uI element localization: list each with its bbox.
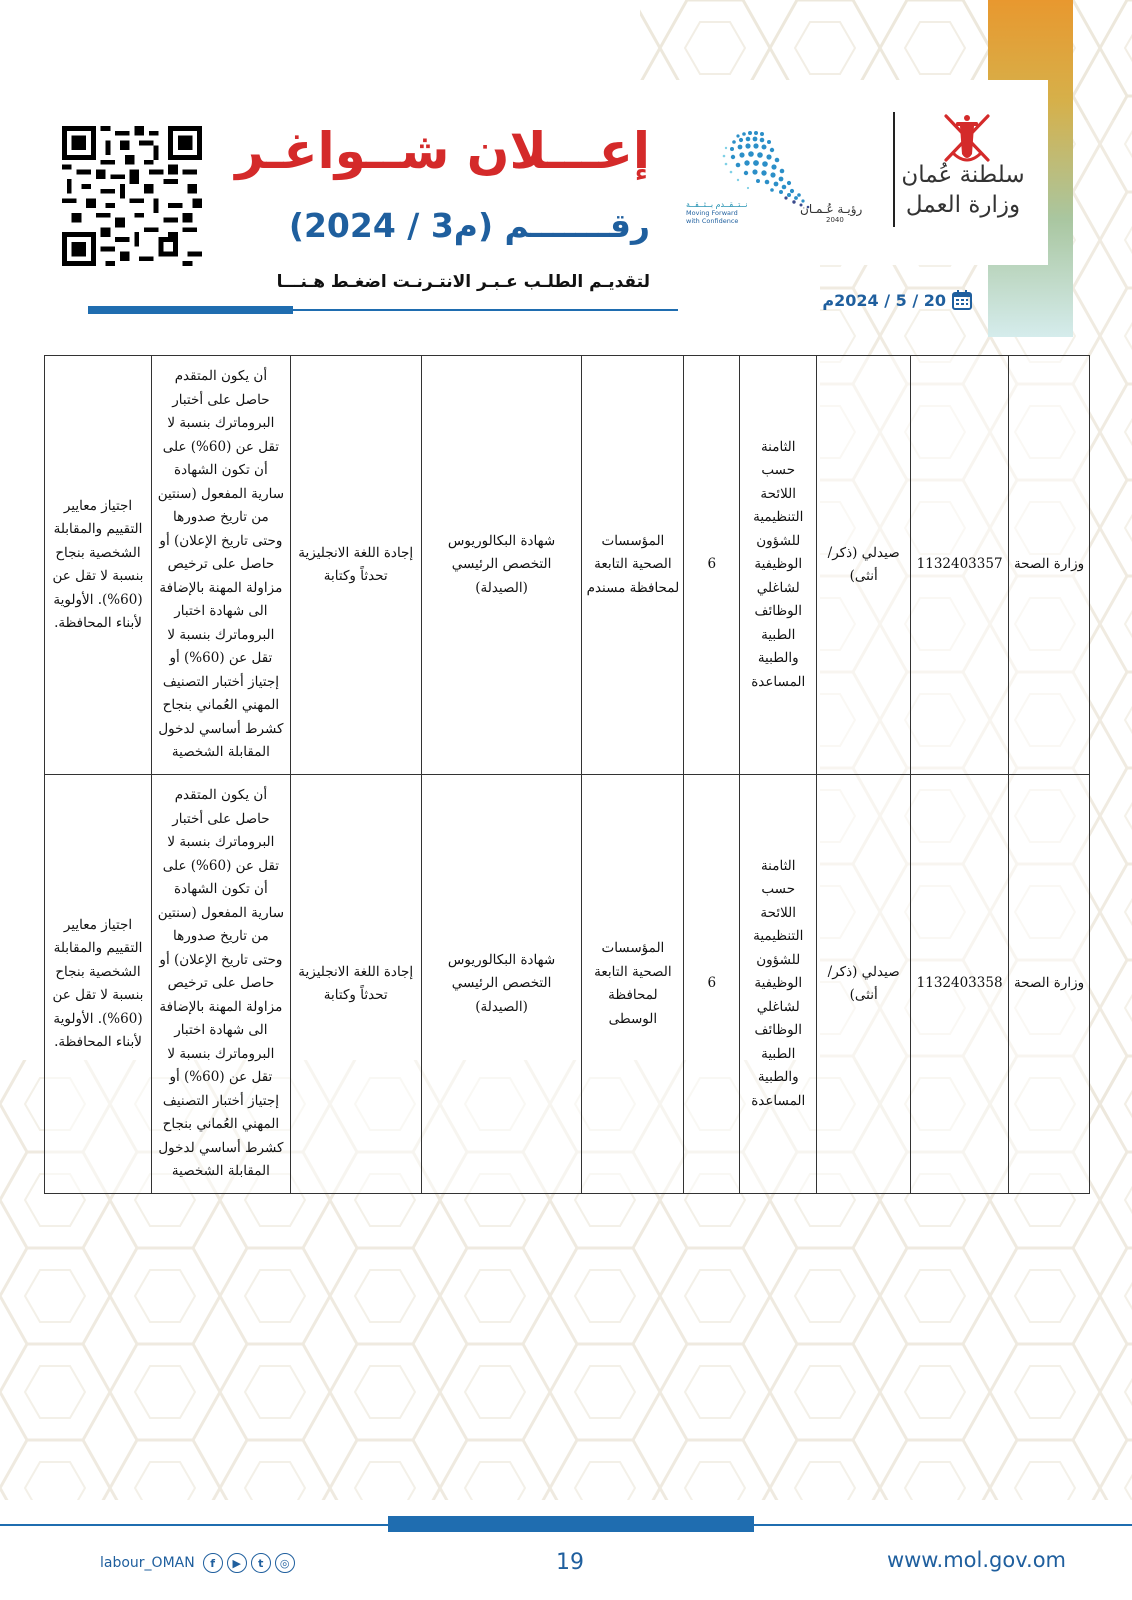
footer-divider-accent <box>388 1516 754 1532</box>
announcement-number: رقـــــــم (م3 / 2024) <box>288 206 650 245</box>
page-title: إعـــلان شــواغـر <box>235 122 650 180</box>
moving-forward-english-1: Moving Forward <box>686 209 738 217</box>
instagram-icon[interactable]: ◎ <box>275 1553 295 1573</box>
qr-code-icon[interactable] <box>62 126 202 266</box>
language-cell: إجادة اللغة الانجليزية تحدثاً وكتابة <box>290 775 421 1194</box>
moving-forward-arabic: نــتــقــدم بــثــقــة <box>686 200 748 209</box>
workplace-cell: المؤسسات الصحية التابعة لمحافظة مسندم <box>582 356 684 775</box>
entity-cell: وزارة الصحة <box>1009 356 1090 775</box>
workplace-cell: المؤسسات الصحية التابعة لمحافظة الوسطى <box>582 775 684 1194</box>
twitter-icon[interactable]: t <box>251 1553 271 1573</box>
facebook-icon[interactable]: f <box>203 1553 223 1573</box>
date-text: 20 / 5 / 2024م <box>822 290 946 310</box>
page-number: 19 <box>556 1550 584 1575</box>
requirements-cell: أن يكون المتقدم حاصل على أختبار البروماترك بنسبة لا تقل عن (60%) على أن تكون الشهادة سارية المفعول (سنتين من تاريخ صدورها وحتى تاريخ الإعلان) أو حاصل على ترخيص مزاولة المهنة بالإضافة الى شهادة اختبار البروماترك بنسبة لا تقل عن (60%) أو إجتياز أختبار التصنيف المهني العُماني بنجاح كشرط أساسي لدخول المقابلة الشخصية <box>151 775 290 1194</box>
vacancies-table <box>44 355 1090 1194</box>
ministry-line-1: سلطنة عُمان <box>901 162 1025 188</box>
social-handle[interactable]: labour_OMAN <box>100 1555 195 1571</box>
vision-year: 2040 <box>826 216 844 224</box>
website-link[interactable]: www.mol.gov.om <box>886 1548 1066 1572</box>
calendar-icon <box>952 290 972 310</box>
job-title-cell: صيدلي (ذكر/ أنثى) <box>817 356 911 775</box>
job-code-cell: 1132403358 <box>911 775 1009 1194</box>
count-cell: 6 <box>684 356 740 775</box>
count-cell: 6 <box>684 775 740 1194</box>
requirements-cell: أن يكون المتقدم حاصل على أختبار البروماترك بنسبة لا تقل عن (60%) على أن تكون الشهادة سارية المفعول (سنتين من تاريخ صدورها وحتى تاريخ الإعلان) أو حاصل على ترخيص مزاولة المهنة بالإضافة الى شهادة اختبار البروماترك بنسبة لا تقل عن (60%) أو إجتياز أختبار التصنيف المهني العُماني بنجاح كشرط أساسي لدخول المقابلة الشخصية <box>151 356 290 775</box>
grade-cell: الثامنة حسب اللائحة التنظيمية للشؤون الوظيفية لشاغلي الوظائف الطبية والطبية المساعدة <box>740 775 817 1194</box>
vision-text: رؤيـة عُـمـان <box>800 202 863 216</box>
language-cell: إجادة اللغة الانجليزية تحدثاً وكتابة <box>290 356 421 775</box>
title-divider-accent <box>88 306 293 314</box>
ministry-line-2: وزارة العمل <box>905 192 1021 218</box>
announcement-date <box>812 288 972 312</box>
youtube-icon[interactable]: ▶ <box>227 1553 247 1573</box>
grade-cell: الثامنة حسب اللائحة التنظيمية للشؤون الوظيفية لشاغلي الوظائف الطبية والطبية المساعدة <box>740 356 817 775</box>
entity-cell: وزارة الصحة <box>1009 775 1090 1194</box>
notes-cell: اجتياز معايير التقييم والمقابلة الشخصية بنجاح بنسبة لا تقل عن (60%). الأولوية لأبناء المحافظة. <box>45 775 152 1194</box>
social-links <box>100 1552 295 1574</box>
qualification-cell: شهادة البكالوريوس التخصص الرئيسي (الصيدلة) <box>421 356 582 775</box>
moving-forward-logo <box>686 200 750 225</box>
logo-divider <box>893 112 895 227</box>
apply-online-link[interactable]: لتقديـم الطلـب عـبـر الانتـرنـت اضغـط هـنـــا <box>276 272 650 292</box>
qualification-cell: شهادة البكالوريوس التخصص الرئيسي (الصيدلة) <box>421 775 582 1194</box>
table-row <box>45 356 1090 775</box>
table-row <box>45 775 1090 1194</box>
ministry-name <box>898 160 1028 220</box>
job-title-cell: صيدلي (ذكر/ أنثى) <box>817 775 911 1194</box>
moving-forward-english-2: with Confidence <box>686 217 739 225</box>
notes-cell: اجتياز معايير التقييم والمقابلة الشخصية بنجاح بنسبة لا تقل عن (60%). الأولوية لأبناء المحافظة. <box>45 356 152 775</box>
job-code-cell: 1132403357 <box>911 356 1009 775</box>
